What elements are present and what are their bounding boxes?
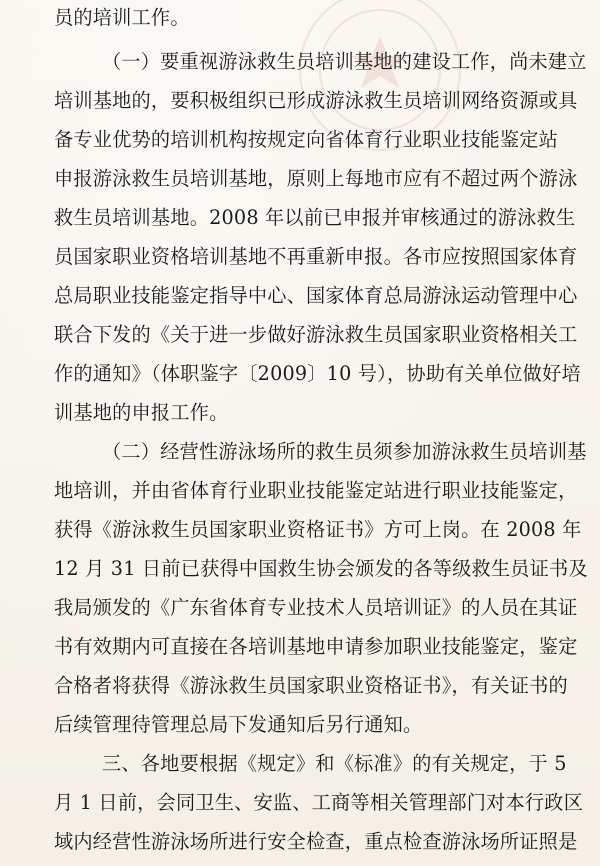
text-line: 书有效期内可直接在各培训基地申请参加职业技能鉴定，鉴定 — [54, 635, 578, 658]
text-line: 获得《游泳救生员国家职业资格证书》方可上岗。在 2008 年 — [54, 518, 582, 541]
text-line: 月 1 日前，会同卫生、安监、工商等相关管理部门对本行政区 — [54, 791, 584, 814]
text-line: 训基地的申报工作。 — [54, 401, 229, 424]
text-line: 总局职业技能鉴定指导中心、国家体育总局游泳运动管理中心 — [54, 284, 578, 307]
text-line: 申报游泳救生员培训基地，原则上每地市应有不超过两个游泳 — [54, 167, 578, 190]
text-line: 域内经营性游泳场所进行安全检查，重点检查游泳场所证照是 — [54, 830, 578, 853]
text-line: 作的通知》（体职鉴字〔2009〕10 号），协助有关单位做好培 — [54, 362, 581, 385]
text-line: 12 月 31 日前已获得中国救生协会颁发的各等级救生员证书及 — [54, 557, 588, 580]
text-line: 员国家职业资格培训基地不再重新申报。各市应按照国家体育 — [54, 245, 578, 268]
text-line: （二）经营性游泳场所的救生员须参加游泳救生员培训基 — [102, 440, 587, 463]
text-line: 救生员培训基地。2008 年以前已申报并审核通过的游泳救生 — [54, 206, 576, 229]
text-line: 合格者将获得《游泳救生员国家职业资格证书》，有关证书的 — [54, 674, 568, 697]
text-line: 备专业优势的培训机构按规定向省体育行业职业技能鉴定站 — [54, 128, 559, 151]
text-line: 三、各地要根据《规定》和《标准》的有关规定，于 5 — [102, 752, 567, 775]
text-line: 我局颁发的《广东省体育专业技术人员培训证》的人员在其证 — [54, 596, 578, 619]
text-line: （一）要重视游泳救生员培训基地的建设工作，尚未建立 — [102, 50, 587, 73]
text-line: 地培训，并由省体育行业职业技能鉴定站进行职业技能鉴定， — [54, 479, 578, 502]
text-line: 培训基地的，要积极组织已形成游泳救生员培训网络资源或具 — [54, 89, 578, 112]
text-line: 后续管理待管理总局下发通知后另行通知。 — [54, 713, 423, 736]
text-line: 联合下发的《关于进一步做好游泳救生员国家职业资格相关工 — [54, 323, 578, 346]
text-line: 员的培训工作。 — [54, 6, 190, 29]
